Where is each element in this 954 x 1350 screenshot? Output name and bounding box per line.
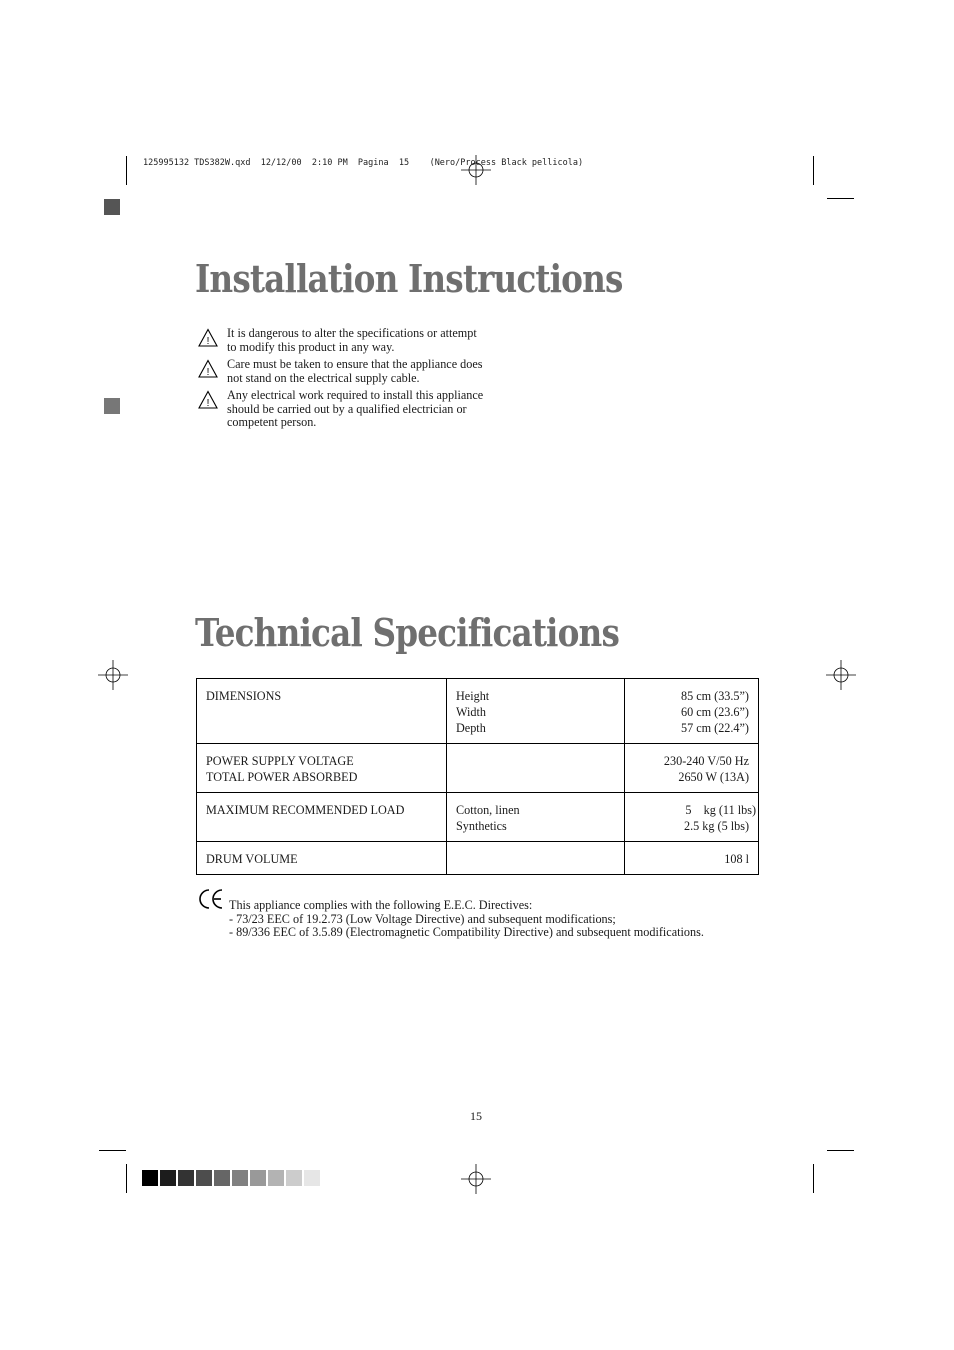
registration-mark-icon xyxy=(98,660,128,690)
spec-values: 5 kg (11 lbs) 2.5 kg (5 lbs) xyxy=(625,793,759,842)
svg-text:!: ! xyxy=(206,336,210,347)
color-swatch xyxy=(196,1170,212,1186)
color-swatch xyxy=(178,1170,194,1186)
warning-item xyxy=(198,389,488,430)
spec-label: DRUM VOLUME xyxy=(197,842,447,875)
color-swatch xyxy=(232,1170,248,1186)
spec-params xyxy=(447,744,625,793)
color-swatch xyxy=(268,1170,284,1186)
crop-mark xyxy=(813,156,814,185)
warning-triangle-icon xyxy=(198,359,218,379)
warning-text: Care must be taken to ensure that the appliance does not stand on the electrical supply cable. xyxy=(227,357,483,385)
spec-params xyxy=(447,842,625,875)
technical-title: Technical Specifications xyxy=(195,610,619,655)
crop-mark xyxy=(126,1164,127,1193)
spec-params: Cotton, linen Synthetics xyxy=(447,793,625,842)
warning-item xyxy=(198,358,488,385)
warning-text: Any electrical work required to install this appliance should be carried out by a qualified electrician or competent person. xyxy=(227,388,484,429)
color-swatch xyxy=(250,1170,266,1186)
slug-line: 125995132 TDS382W.qxd 12/12/00 2:10 PM Pagina 15 (Nero/Process Black pellicola) xyxy=(143,158,584,168)
table-row xyxy=(197,793,759,842)
table-row xyxy=(197,744,759,793)
color-block-mark xyxy=(104,199,120,215)
color-swatch xyxy=(160,1170,176,1186)
color-swatch xyxy=(142,1170,158,1186)
svg-text:!: ! xyxy=(206,367,210,378)
crop-mark xyxy=(827,1150,854,1151)
color-swatch xyxy=(304,1170,320,1186)
registration-mark-icon xyxy=(461,155,491,185)
table-row xyxy=(197,842,759,875)
warning-text: It is dangerous to alter the specifications or attempt to modify this product in any way. xyxy=(227,326,477,354)
crop-mark xyxy=(99,1150,126,1151)
color-block-mark xyxy=(104,398,120,414)
ce-mark-icon xyxy=(198,887,224,911)
registration-mark-icon xyxy=(461,1164,491,1194)
page-number: 15 xyxy=(470,1109,482,1123)
warning-triangle-icon xyxy=(198,328,218,348)
crop-mark xyxy=(126,156,127,185)
warning-item xyxy=(198,327,488,354)
spec-values: 85 cm (33.5”) 60 cm (23.6”) 57 cm (22.4”) xyxy=(625,679,759,744)
color-swatch xyxy=(214,1170,230,1186)
spec-params: Height Width Depth xyxy=(447,679,625,744)
registration-mark-icon xyxy=(826,660,856,690)
warnings-list xyxy=(198,327,488,434)
spec-values: 108 l xyxy=(625,842,759,875)
warning-triangle-icon xyxy=(198,390,218,410)
table-row xyxy=(197,679,759,744)
spec-values: 230-240 V/50 Hz 2650 W (13A) xyxy=(625,744,759,793)
spec-label: MAXIMUM RECOMMENDED LOAD xyxy=(197,793,447,842)
color-swatch xyxy=(286,1170,302,1186)
spec-label: DIMENSIONS xyxy=(197,679,447,744)
ce-compliance-text: This appliance complies with the following E.E.C. Directives: - 73/23 EEC of 19.2.73 (Low Voltage Directive) and subsequent modifications; - 89/336 EEC of 3.5.89 (Electromagnetic Compatibility Directive) and subsequent modifications. xyxy=(229,898,704,939)
color-swatch-strip xyxy=(142,1170,322,1186)
crop-mark xyxy=(827,198,854,199)
crop-mark xyxy=(813,1164,814,1193)
svg-text:!: ! xyxy=(206,398,210,409)
installation-title: Installation Instructions xyxy=(195,256,623,301)
spec-table xyxy=(196,678,759,875)
spec-label: POWER SUPPLY VOLTAGE TOTAL POWER ABSORBED xyxy=(197,744,447,793)
